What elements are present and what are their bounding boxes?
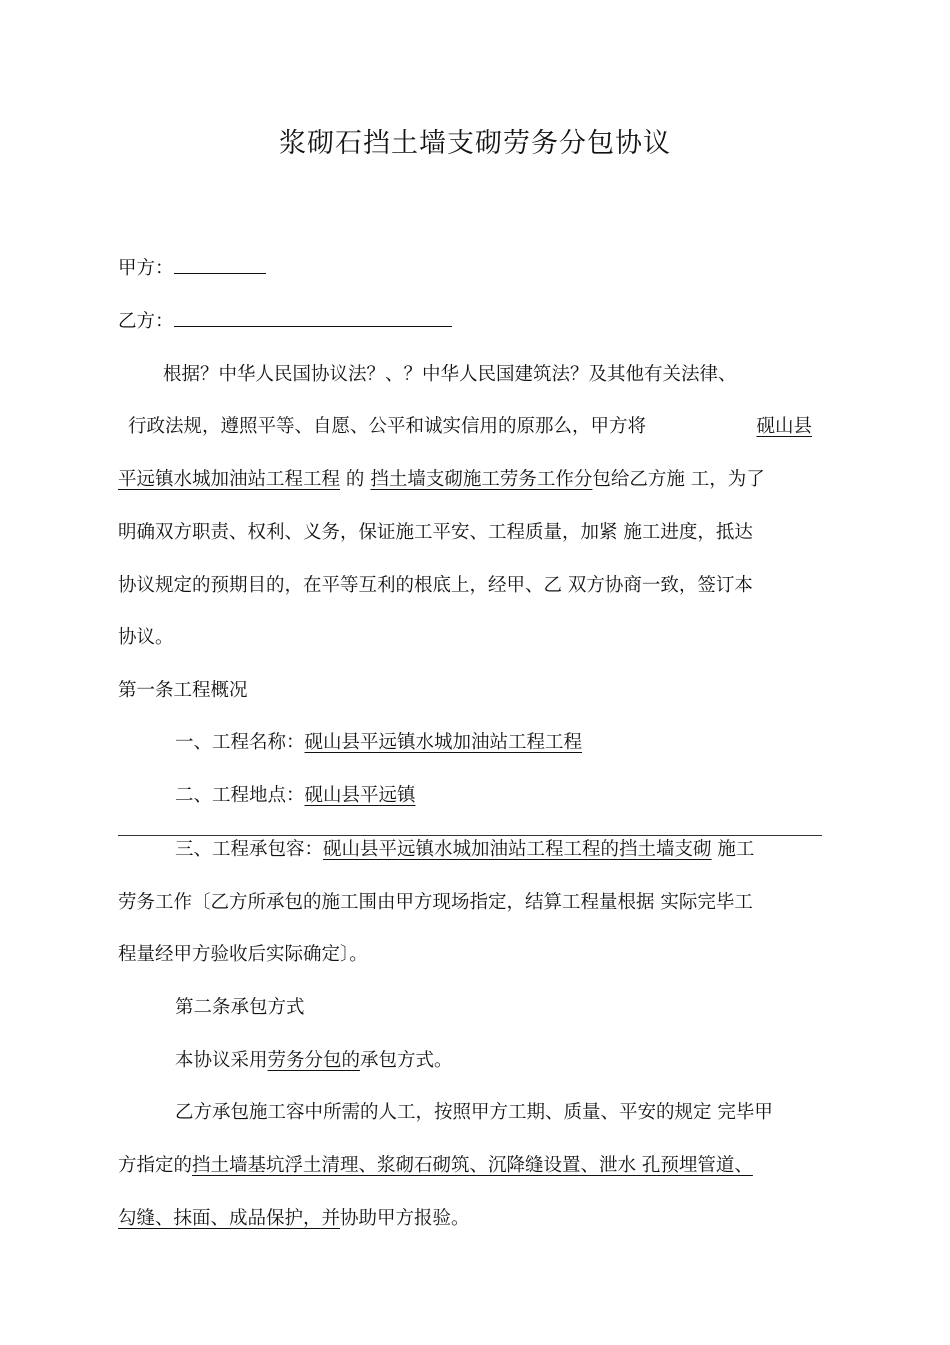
para-underlined: 劳务分包的 bbox=[267, 1050, 361, 1071]
party-b-blank bbox=[174, 308, 452, 327]
preamble-text: 的 bbox=[340, 469, 365, 490]
article-2-heading: 第二条承包方式 bbox=[175, 997, 305, 1018]
para-text: 方指定的 bbox=[118, 1155, 193, 1176]
item-value: 砚山县平远镇 bbox=[304, 785, 416, 806]
scope-underlined: 挡土墙支砌施工劳务工作分 bbox=[370, 469, 593, 490]
document-title: 浆砌石挡土墙支砌劳务分包协议 bbox=[279, 128, 671, 159]
preamble-text: 包给乙方施 工，为了 bbox=[592, 469, 765, 490]
item-label: 三、工程承包容： bbox=[175, 839, 324, 860]
article-1-item-3-line-2: 劳务工作〔乙方所承包的施工围由甲方现场指定，结算工程量根据 实际完毕工 bbox=[118, 892, 753, 913]
preamble-line-4: 明确双方职责、权利、义务，保证施工平安、工程质量，加紧 施工进度，抵达 bbox=[118, 522, 753, 543]
para-text: 协助甲方报验。 bbox=[340, 1208, 470, 1229]
article-2-para-1 bbox=[175, 1047, 453, 1075]
article-1-heading: 第一条工程概况 bbox=[118, 680, 248, 701]
article-1-item-2 bbox=[175, 782, 416, 810]
article-1-item-3-line-3: 程量经甲方验收后实际确定〕。 bbox=[118, 944, 368, 965]
party-b-line bbox=[118, 308, 452, 336]
article-2-para-2-line-3 bbox=[118, 1205, 470, 1233]
item-label: 一、工程名称： bbox=[175, 732, 305, 753]
para-underlined: 勾缝、抹面、成品保护，并 bbox=[118, 1208, 341, 1229]
article-1-item-1 bbox=[175, 729, 582, 757]
party-a-label: 甲方： bbox=[118, 258, 174, 279]
preamble-line-1: 根据？中华人民国协议法？、？中华人民国建筑法？及其他有关法律、 bbox=[163, 364, 737, 385]
article-2-para-2-line-1: 乙方承包施工容中所需的人工，按照甲方工期、质量、平安的规定 完毕甲 bbox=[175, 1102, 773, 1123]
party-b-label: 乙方： bbox=[118, 311, 174, 332]
project-location-underlined: 砚山县 bbox=[756, 416, 812, 437]
item-value: 砚山县平远镇水城加油站工程工程 bbox=[304, 732, 583, 753]
item-text: 施工 bbox=[711, 839, 755, 860]
article-1-item-3 bbox=[175, 836, 754, 864]
para-text: 本协议采用 bbox=[175, 1050, 268, 1071]
item-value: 砚山县平远镇水城加油站工程工程的挡土墙支砌 bbox=[323, 839, 712, 860]
preamble-line-2 bbox=[128, 413, 812, 441]
para-text: 承包方式。 bbox=[360, 1050, 453, 1071]
party-a-blank bbox=[174, 255, 266, 274]
project-name-underlined: 平远镇水城加油站工程工程 bbox=[118, 469, 341, 490]
preamble-text: 行政法规，遵照平等、自愿、公平和诚实信用的原那么，甲方将 bbox=[128, 416, 647, 437]
para-underlined: 挡土墙基坑浮土清理、浆砌石砌筑、沉降缝设置、泄水 孔预埋管道、 bbox=[192, 1155, 753, 1176]
item-label: 二、工程地点： bbox=[175, 785, 305, 806]
preamble-line-3 bbox=[118, 466, 765, 494]
party-a-line bbox=[118, 255, 266, 283]
article-2-para-2-line-2 bbox=[118, 1152, 753, 1180]
preamble-line-6: 协议。 bbox=[118, 627, 174, 648]
preamble-line-5: 协议规定的预期目的，在平等互利的根底上，经甲、乙 双方协商一致，签订本 bbox=[118, 575, 753, 596]
